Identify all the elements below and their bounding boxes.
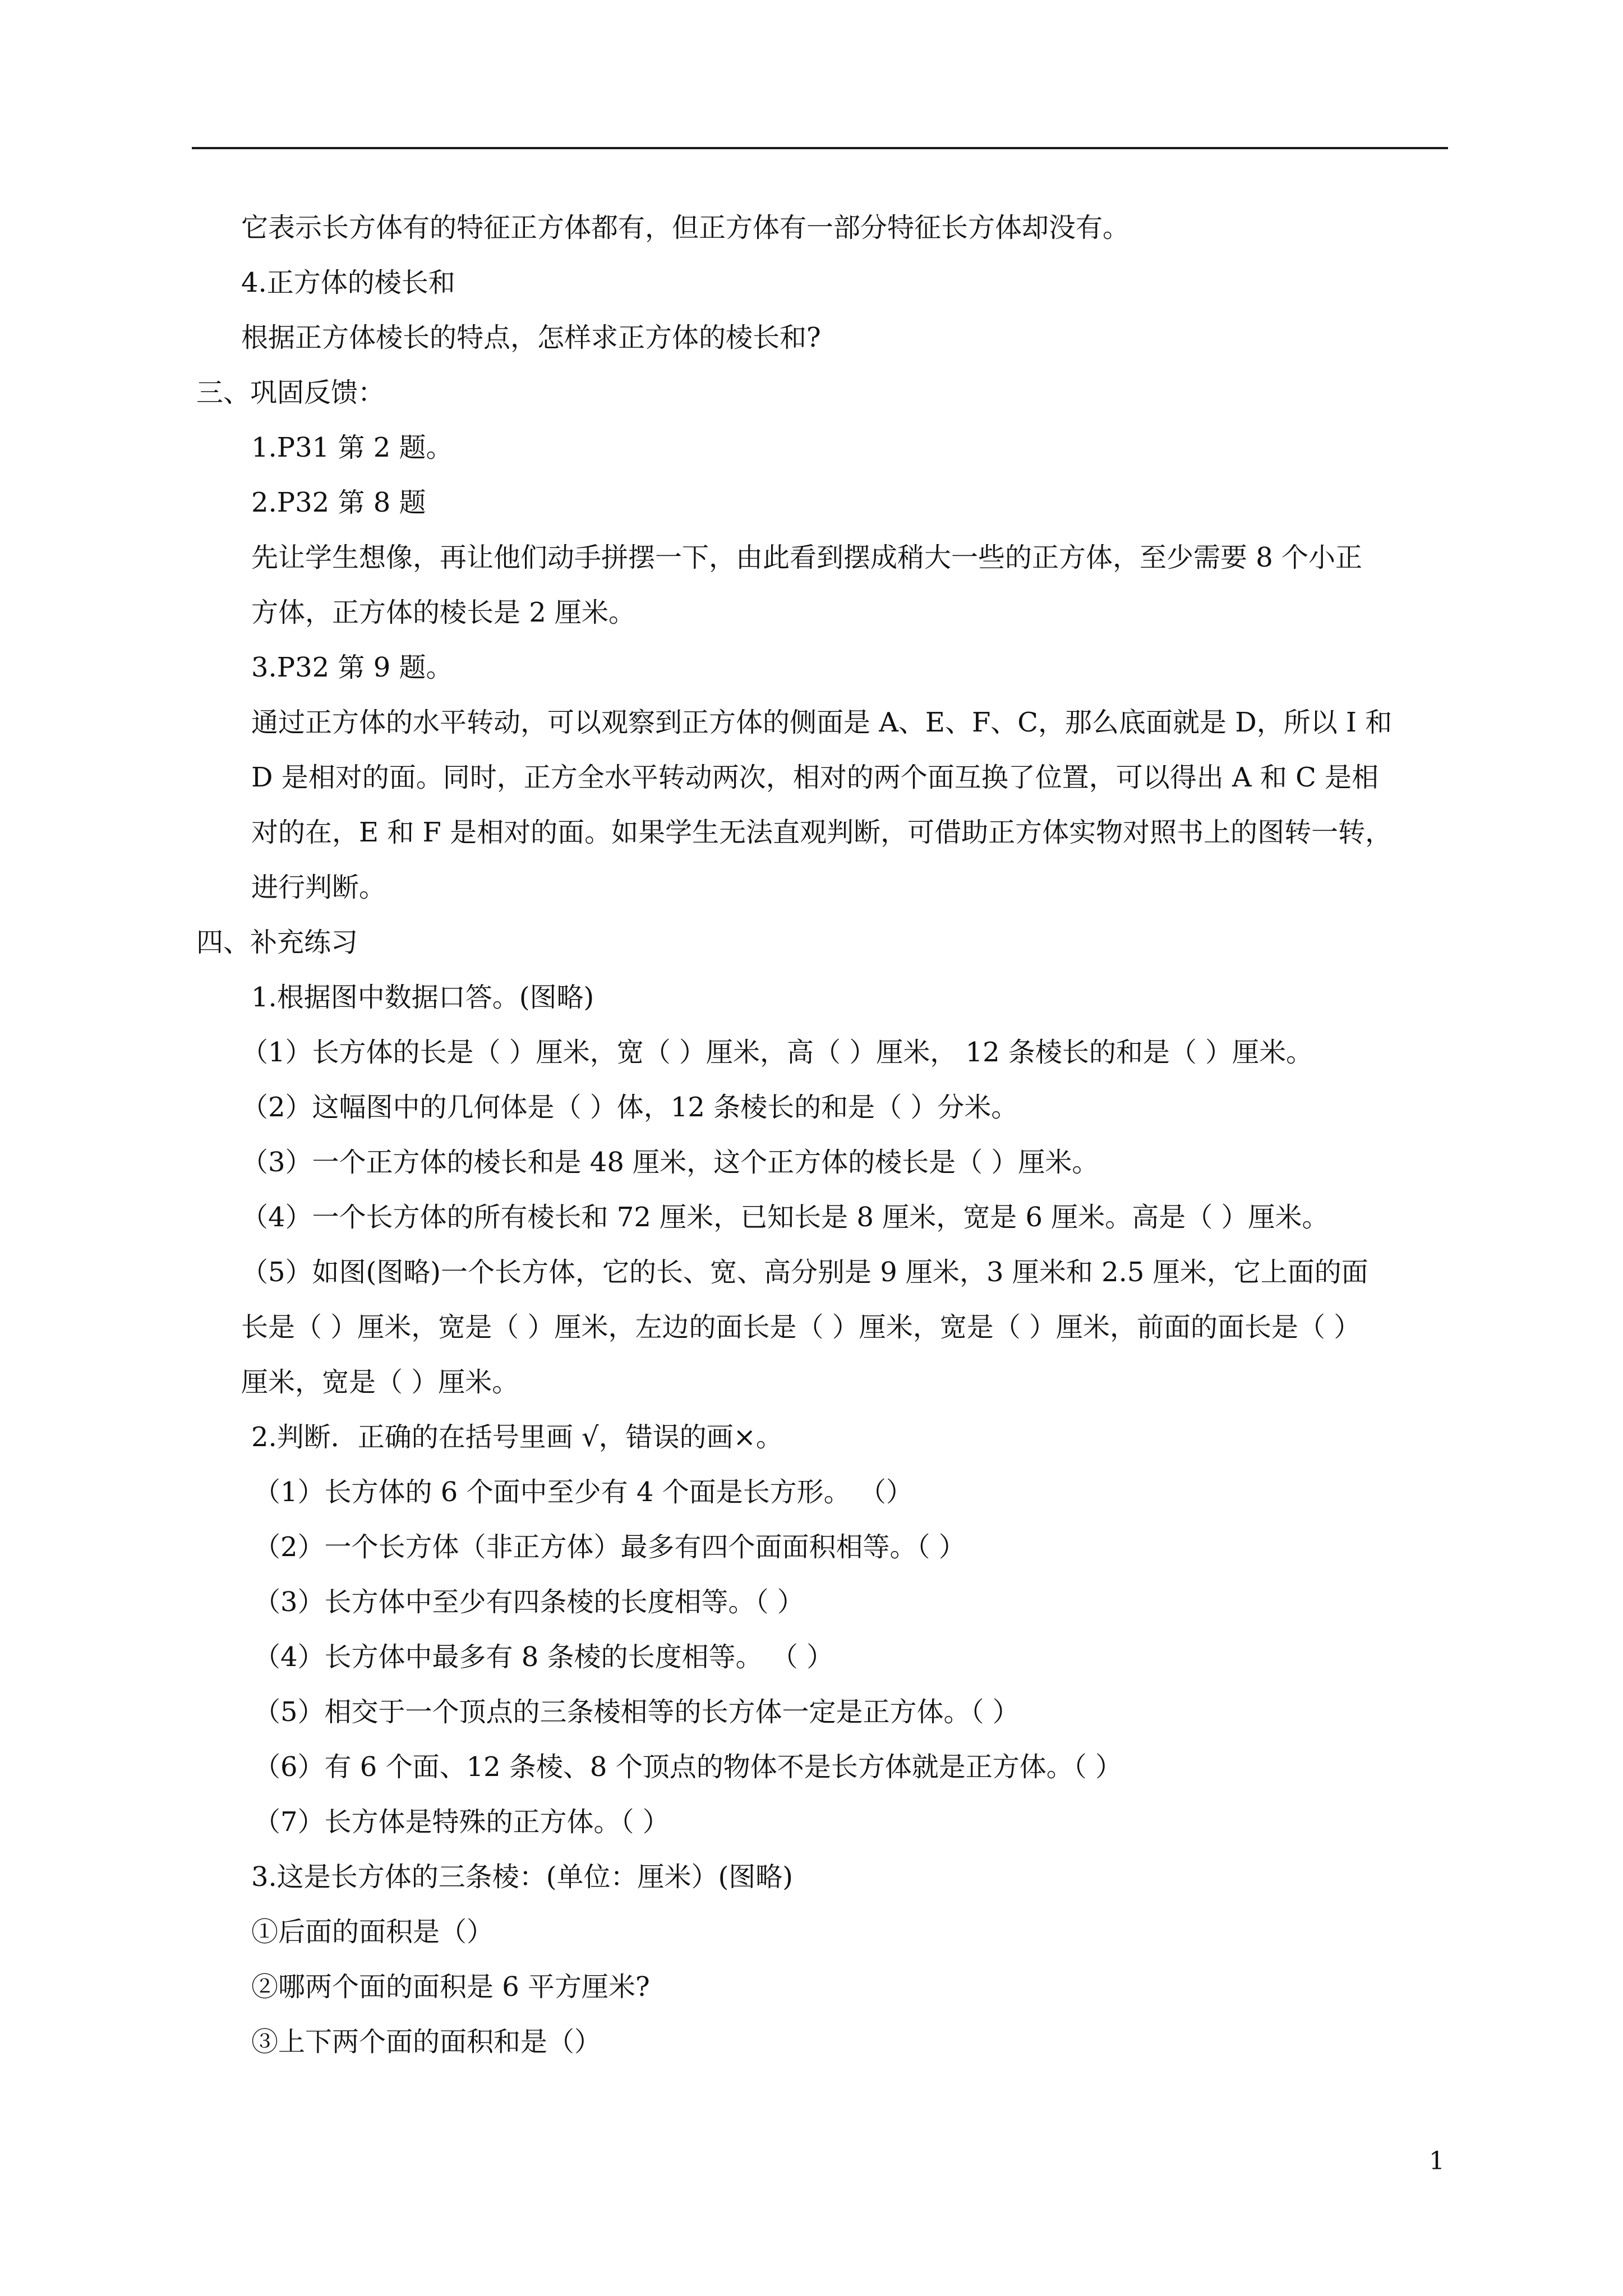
question-line: （6）有 6 个面、12 条棱、8 个顶点的物体不是长方体就是正方体。（ ） [253,1751,1122,1783]
question-line: （2）这幅图中的几何体是（ ）体，12 条棱长的和是（ ）分米。 [241,1092,1018,1123]
text-line: 通过正方体的水平转动，可以观察到正方体的侧面是 A、E、F、C，那么底面就是 D，所以 I 和 [251,707,1393,738]
text-line: 先让学生想像，再让他们动手拼摆一下，由此看到摆成稍大一些的正方体，至少需要 8 个小正 [251,542,1363,573]
question-line: （2）一个长方体（非正方体）最多有四个面面积相等。（ ） [253,1531,966,1563]
page-number: 1 [1429,2147,1445,2175]
question-line: 长是（ ）厘米，宽是（ ）厘米，左边的面长是（ ）厘米，宽是（ ）厘米，前面的面长是（ ） [241,1312,1361,1343]
text-line: 对的在，E 和 F 是相对的面。如果学生无法直观判断，可借助正方体实物对照书上的图转一转， [251,817,1393,848]
list-item: 3.这是长方体的三条棱：(单位：厘米）(图略) [251,1861,793,1893]
list-item: 1.P31 第 2 题。 [251,432,453,463]
question-line: （7）长方体是特殊的正方体。（ ） [253,1806,670,1838]
question-line: （5）相交于一个顶点的三条棱相等的长方体一定是正方体。（ ） [253,1696,1020,1728]
list-item: 2.判断．正确的在括号里画 √，错误的画×。 [251,1421,783,1453]
question-line: （4）长方体中最多有 8 条棱的长度相等。 （ ） [253,1641,834,1673]
question-line: ①后面的面积是（） [251,1916,494,1948]
list-item: 2.P32 第 8 题 [251,487,426,518]
section-heading: 4.正方体的棱长和 [241,267,455,298]
question-line: （3）长方体中至少有四条棱的长度相等。（ ） [253,1586,804,1618]
question-line: ②哪两个面的面积是 6 平方厘米? [251,1971,650,2003]
question-line: ③上下两个面的面积和是（） [251,2026,602,2058]
section-heading: 三、巩固反馈： [196,377,385,408]
question-line: 厘米，宽是（ ）厘米。 [241,1366,519,1398]
question-line: （1）长方体的 6 个面中至少有 4 个面是长方形。 （） [253,1476,913,1508]
question-line: （1）长方体的长是（ ）厘米，宽（ ）厘米，高（ ）厘米， 12 条棱长的和是（ ）厘米。 [241,1037,1313,1068]
header-rule [192,147,1448,149]
text-line: 根据正方体棱长的特点，怎样求正方体的棱长和? [241,322,821,353]
question-line: （5）如图(图略)一个长方体，它的长、宽、高分别是 9 厘米，3 厘米和 2.5 厘米，它上面的面 [241,1257,1368,1288]
list-item: 3.P32 第 9 题。 [251,652,453,683]
question-line: （4）一个长方体的所有棱长和 72 厘米，已知长是 8 厘米，宽是 6 厘米。高是（ ）厘米。 [241,1202,1329,1233]
question-line: （3）一个正方体的棱长和是 48 厘米，这个正方体的棱长是（ ）厘米。 [241,1147,1099,1178]
text-line: 进行判断。 [251,872,386,903]
section-heading: 四、补充练习 [196,927,358,958]
text-line: 方体，正方体的棱长是 2 厘米。 [251,597,636,628]
list-item: 1.根据图中数据口答。(图略) [251,982,594,1013]
text-line: 它表示长方体有的特征正方体都有，但正方体有一部分特征长方体却没有。 [241,212,1130,243]
text-line: D 是相对的面。同时，正方全水平转动两次，相对的两个面互换了位置，可以得出 A 和 C 是相 [251,762,1379,793]
